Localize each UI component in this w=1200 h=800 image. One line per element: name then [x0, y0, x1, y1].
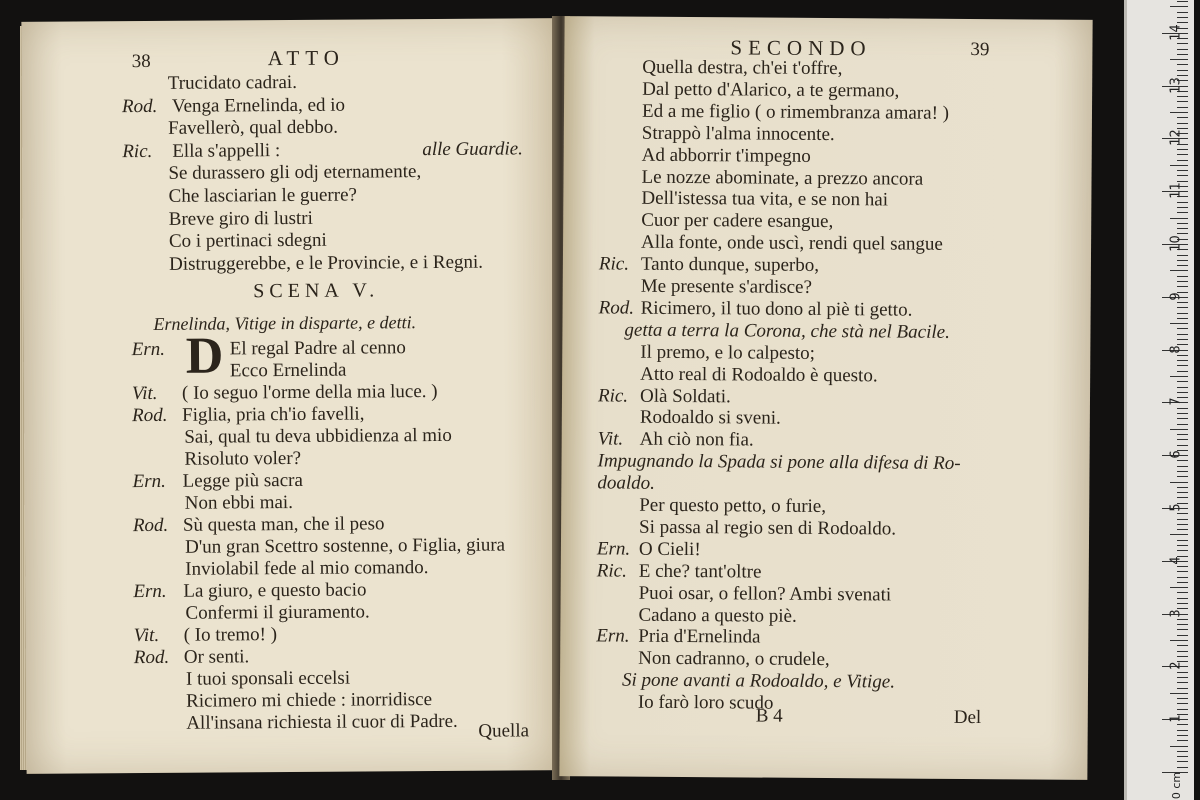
ruler-tick: [1177, 487, 1188, 488]
ruler-tick: [1177, 682, 1188, 683]
verse-line: getta a terra la Corona, che stà nel Bacile.: [624, 319, 950, 343]
speaker-label: Ern.: [596, 538, 631, 560]
verse-line: D'un gran Scettro sostenne, o Figlia, giura: [184, 534, 506, 558]
ruler-tick: [1177, 265, 1188, 266]
ruler-tick: [1177, 223, 1188, 224]
verse-line: Rodoaldo si sveni.: [639, 407, 781, 430]
verse-line: Dell'istessa tua vita, e se non hai: [641, 188, 889, 211]
ruler-tick: [1177, 1, 1188, 2]
speaker-label: Ric.: [598, 253, 630, 275]
speaker-label: Rod.: [132, 404, 168, 427]
ruler-tick: [1177, 328, 1188, 329]
ruler-tick: [1177, 677, 1188, 678]
ruler-number: 7: [1168, 397, 1184, 407]
verse-line: Le nozze abominate, a prezzo ancora: [641, 166, 924, 190]
ruler-tick: [1177, 49, 1188, 50]
verse-line: Ecco Ernelinda: [229, 359, 347, 382]
ruler-tick: [1177, 207, 1188, 208]
ruler-tick: [1177, 170, 1188, 171]
verse-line: Il premo, e lo calpesto;: [640, 341, 816, 364]
ruler-tick: [1177, 476, 1188, 477]
speaker-label: Ern.: [133, 580, 167, 603]
ruler-tick: [1170, 429, 1188, 430]
running-header-left: ATTO: [267, 45, 346, 71]
verse-line: Si passa al regio sen di Rodoaldo.: [639, 516, 897, 540]
verse-line: Sai, qual tu deva ubbidienza al mio: [184, 424, 452, 448]
verse-line: Non ebbi mai.: [184, 491, 294, 514]
verse-line: Io farò loro scudo: [637, 691, 774, 714]
ruler-tick: [1177, 228, 1188, 229]
ruler-tick: [1170, 165, 1188, 166]
speaker-label: Rod.: [133, 646, 170, 669]
ruler-number: 5: [1168, 503, 1184, 512]
verse-line: Distruggerebbe, e le Provincie, e i Regni.: [169, 251, 484, 275]
ruler-tick: [1177, 540, 1188, 541]
ruler-tick: [1177, 365, 1188, 366]
ruler-tick: [1177, 107, 1188, 108]
ruler-tick: [1170, 59, 1188, 60]
left-page: [21, 18, 562, 774]
ruler-tick: [1177, 117, 1188, 118]
ruler-tick: [1177, 434, 1188, 435]
speaker-label: Vit.: [597, 428, 624, 450]
verse-line: Tanto dunque, superbo,: [640, 253, 820, 277]
ruler-tick: [1177, 212, 1188, 213]
ruler-tick: [1177, 545, 1188, 546]
ruler-tick: [1177, 471, 1188, 472]
ruler-tick: [1170, 218, 1188, 219]
verse-line: Inviolabil fede al mio comando.: [185, 557, 429, 580]
ruler-tick: [1170, 6, 1188, 7]
verse-line: Dal petto d'Alarico, a te germano,: [642, 78, 900, 102]
ruler-tick: [1177, 688, 1188, 689]
ruler-tick: [1177, 101, 1188, 102]
speaker-label: Ern.: [131, 338, 165, 361]
ruler-tick: [1170, 746, 1188, 747]
page-number-left: 38: [131, 50, 151, 73]
verse-line: E che? tant'oltre: [638, 560, 762, 583]
speaker-label: Vit.: [133, 624, 160, 647]
ruler-tick: [1177, 424, 1188, 425]
ruler-number: 9: [1168, 292, 1184, 301]
ruler-tick: [1170, 112, 1188, 113]
ruler-tick: [1177, 96, 1188, 97]
ruler-tick: [1177, 761, 1188, 762]
ruler-number: 6: [1168, 450, 1184, 459]
ruler-tick: [1177, 64, 1188, 65]
verse-line: Ella s'appelli :: [172, 139, 281, 162]
verse-line: Breve giro di lustri: [168, 207, 313, 230]
verse-line: Risoluto voler?: [184, 447, 302, 470]
ruler-number: 13: [1168, 76, 1184, 94]
scene-direction: Ernelinda, Vitige in disparte, e detti.: [153, 312, 417, 334]
ruler-tick: [1177, 645, 1188, 646]
ruler-number: 3: [1168, 608, 1184, 618]
ruler-number: 10: [1168, 235, 1184, 252]
ruler-tick: [1177, 371, 1188, 372]
ruler-tick: [1177, 313, 1188, 314]
verse-line: Impugnando la Spada si pone alla difesa di Ro-: [597, 450, 961, 475]
ruler-tick: [1177, 524, 1188, 525]
verse-line: Co i pertinaci sdegni: [168, 229, 327, 253]
ruler-tick: [1177, 360, 1188, 361]
ruler-number: 8: [1168, 344, 1184, 354]
ruler-tick: [1177, 381, 1188, 382]
ruler-number: 14: [1168, 24, 1184, 41]
ruler-number: 11: [1168, 182, 1184, 199]
ruler-tick: [1177, 466, 1188, 467]
verse-line: Or senti.: [183, 646, 250, 668]
ruler-tick: [1170, 376, 1188, 377]
ruler-tick: [1177, 318, 1188, 319]
ruler-tick: [1177, 651, 1188, 652]
speaker-label: Ric.: [596, 560, 627, 582]
verse-line: Si pone avanti a Rodoaldo, e Vitige.: [621, 669, 896, 693]
verse-line: Olà Soldati.: [639, 385, 731, 407]
ruler-tick: [1177, 756, 1188, 757]
verse-line: Favellerò, qual debbo.: [168, 116, 339, 140]
ruler-tick: [1177, 698, 1188, 699]
ruler-tick: [1177, 751, 1188, 752]
ruler-edge: [1124, 0, 1127, 800]
ruler-tick: [1177, 592, 1188, 593]
ruler-tick: [1177, 571, 1188, 572]
running-header-right: SECONDO: [730, 35, 872, 61]
ruler-tick: [1177, 529, 1188, 530]
verse-line: Pria d'Ernelinda: [638, 626, 761, 648]
speaker-label: Vit.: [131, 382, 158, 405]
ruler-tick: [1177, 767, 1188, 768]
ruler-tick: [1170, 587, 1188, 588]
verse-line: ( Io seguo l'orme della mia luce. ): [181, 380, 438, 404]
ruler-tick: [1177, 255, 1188, 256]
ruler-tick: [1177, 281, 1188, 282]
verse-line: Trucidato cadrai.: [167, 71, 297, 94]
verse-line: Figlia, pria ch'io favelli,: [182, 403, 365, 426]
scene-title: SCENA V.: [253, 279, 380, 303]
verse-line: O Cieli!: [638, 538, 701, 560]
ruler-tick: [1177, 154, 1188, 155]
verse-line: Alla fonte, onde uscì, rendi quel sangue: [641, 231, 943, 255]
ruler-tick: [1177, 149, 1188, 150]
verse-line: Me presente s'ardisce?: [640, 275, 813, 298]
speaker-label: Ern.: [132, 470, 166, 493]
ruler-tick: [1177, 413, 1188, 414]
verse-line: Ah ciò non fia.: [639, 428, 754, 451]
verse-line: Ed a me figlio ( o rimembranza amara! ): [641, 100, 950, 124]
ruler-tick: [1177, 492, 1188, 493]
verse-line: Puoi osar, o fellon? Ambi svenati: [638, 582, 892, 606]
verse-line: All'insana richiesta il cuor di Padre.: [186, 710, 458, 734]
speaker-label: Ric.: [122, 140, 153, 162]
verse-line: Che lasciarian le guerre?: [168, 184, 357, 207]
ruler-tick: [1177, 334, 1188, 335]
verse-line: Confermi il giuramento.: [185, 601, 370, 624]
ruler-tick: [1177, 307, 1188, 308]
ruler-tick: [1170, 640, 1188, 641]
verse-line: Per questo petto, o furie,: [639, 494, 827, 518]
verse-line: Ricimero, il tuo dono al piè ti getto.: [640, 297, 913, 321]
ruler-tick: [1177, 260, 1188, 261]
ruler-tick: [1177, 175, 1188, 176]
ruler-tick: [1177, 276, 1188, 277]
ruler-tick: [1177, 70, 1188, 71]
ruler-number: 4: [1168, 556, 1184, 565]
verse-line: Cuor per cadere esangue,: [641, 210, 834, 233]
ruler-tick: [1170, 270, 1188, 271]
ruler-tick: [1177, 387, 1188, 388]
catchword-right: Del: [953, 706, 982, 729]
verse-line: Ad abborrir t'impegno: [641, 144, 811, 167]
verse-line: ( Io tremo! ): [183, 624, 278, 646]
ruler-tick: [1177, 123, 1188, 124]
ruler-number: 1: [1168, 714, 1184, 723]
signature-mark: B 4: [755, 705, 783, 727]
ruler-tick: [1177, 735, 1188, 736]
ruler-tick: [1170, 534, 1188, 535]
ruler-tick: [1177, 598, 1188, 599]
speaker-label: Rod.: [121, 95, 158, 117]
ruler-tick: [1177, 43, 1188, 44]
ruler-tick: [1177, 703, 1188, 704]
ruler-tick: [1177, 635, 1188, 636]
verse-line: Quella destra, ch'ei t'offre,: [642, 56, 843, 80]
verse-line: I tuoi sponsali eccelsi: [185, 667, 351, 690]
ruler-tick: [1177, 582, 1188, 583]
stage-direction-aside: alle Guardie.: [422, 138, 523, 160]
verse-line: Non cadranno, o crudele,: [638, 647, 830, 671]
ruler-tick: [1170, 693, 1188, 694]
verse-line: Cadano a questo piè.: [638, 604, 797, 627]
ruler-tick: [1177, 740, 1188, 741]
drop-cap: D: [185, 327, 224, 385]
ruler-tick: [1177, 12, 1188, 13]
verse-line: Se durassero gli odj eternamente,: [168, 161, 422, 185]
measuring-ruler: [1124, 0, 1194, 800]
ruler-tick: [1177, 418, 1188, 419]
verse-line: Sù questa man, che il peso: [182, 513, 385, 536]
ruler-tick: [1170, 323, 1188, 324]
verse-line: doaldo.: [597, 472, 656, 494]
verse-line: Ricimero mi chiede : inorridisce: [186, 689, 433, 712]
ruler-tick: [1177, 624, 1188, 625]
ruler-tick: [1177, 730, 1188, 731]
speaker-label: Rod.: [598, 297, 635, 319]
ruler-tick: [1177, 54, 1188, 55]
ruler-tick: [1177, 577, 1188, 578]
verse-line: Strappò l'alma innocente.: [641, 122, 835, 145]
ruler-tick: [1177, 439, 1188, 440]
ruler-number: 12: [1168, 129, 1184, 147]
speaker-label: Rod.: [132, 514, 169, 537]
ruler-tick: [1177, 160, 1188, 161]
ruler-tick: [1177, 202, 1188, 203]
right-page: [559, 16, 1092, 780]
ruler-tick: [1170, 482, 1188, 483]
ruler-tick: [1177, 519, 1188, 520]
verse-line: Legge più sacra: [182, 469, 303, 492]
ruler-tick: [1177, 629, 1188, 630]
catchword-left: Quella: [478, 720, 530, 742]
speaker-label: Ric.: [597, 384, 629, 407]
speaker-label: Ern.: [596, 625, 630, 648]
ruler-unit-label: 0 cm: [1169, 771, 1183, 800]
verse-line: Venga Ernelinda, ed io: [171, 94, 346, 117]
ruler-tick: [1177, 17, 1188, 18]
page-number-right: 39: [970, 39, 990, 61]
verse-line: La giuro, e questo bacio: [183, 579, 367, 602]
verse-line: Atto real di Rodoaldo è questo.: [640, 363, 878, 386]
verse-line: El regal Padre al cenno: [229, 337, 406, 360]
ruler-number: 2: [1168, 661, 1184, 671]
